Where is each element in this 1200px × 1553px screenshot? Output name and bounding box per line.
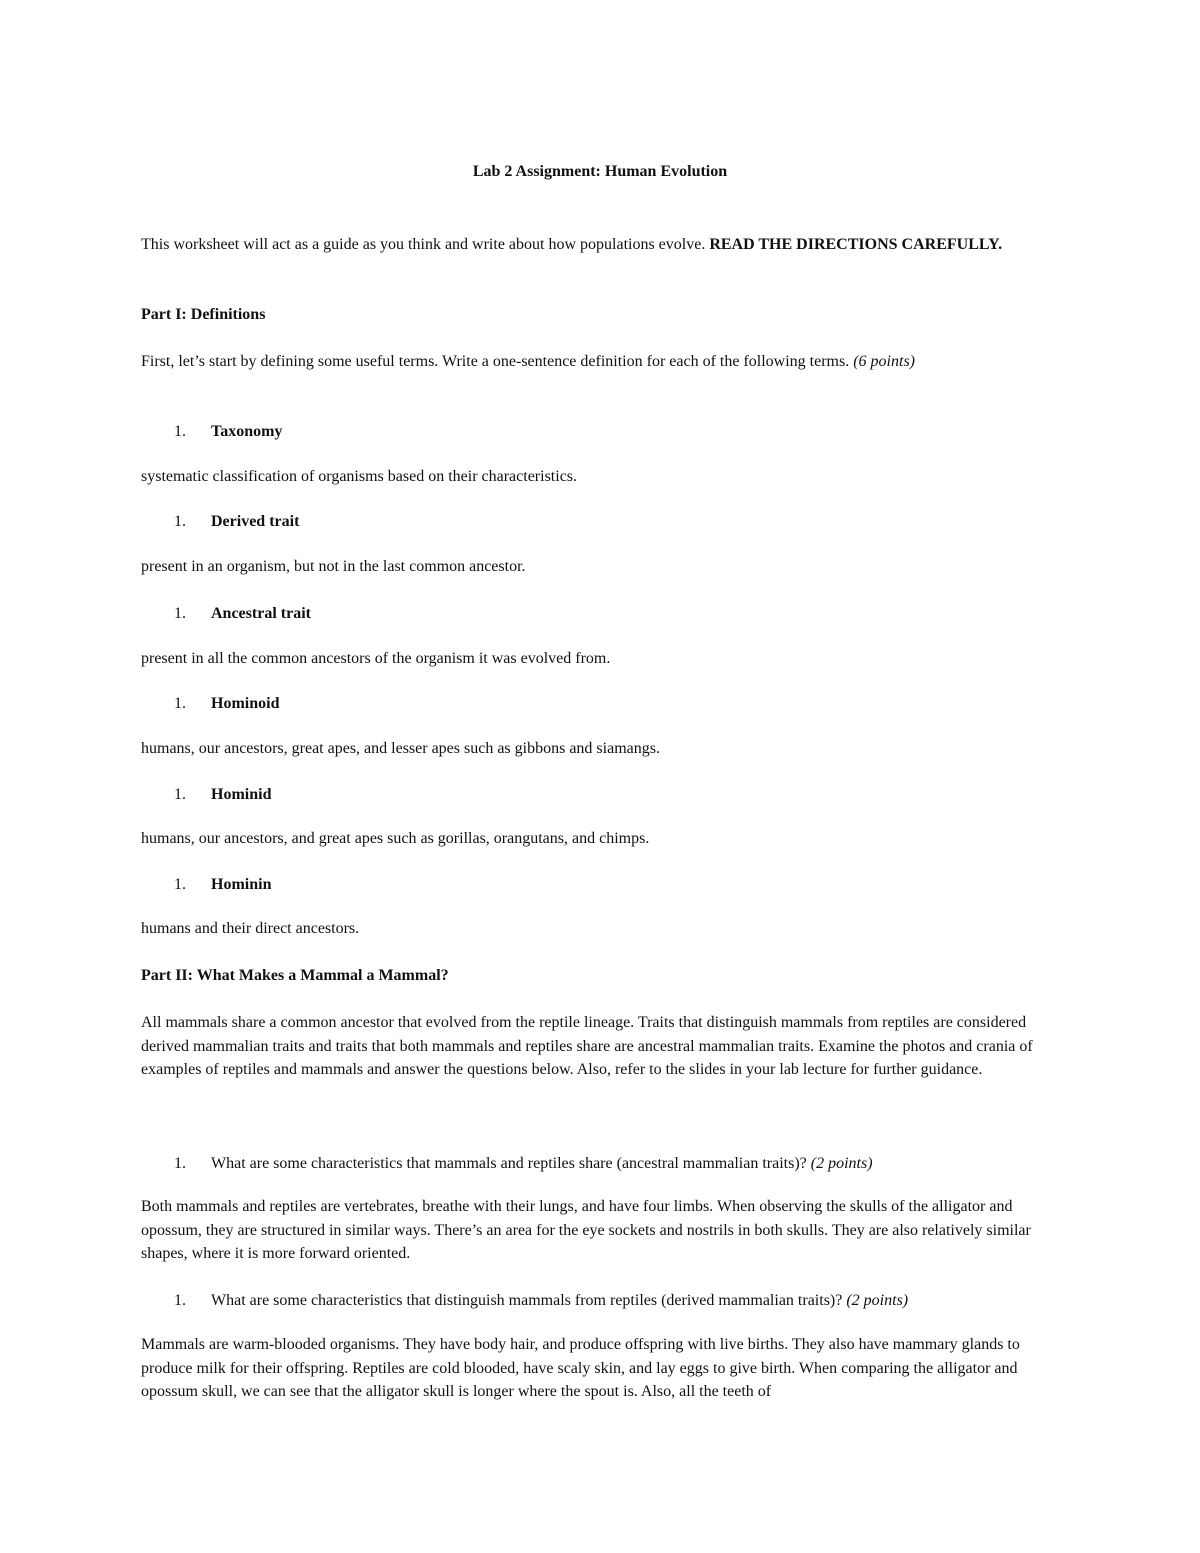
question-text xyxy=(211,1289,1066,1313)
term-number: 1. xyxy=(174,513,186,530)
term-definition: humans, our ancestors, and great apes such as gorillas, orangutans, and chimps. xyxy=(141,830,650,847)
term-number: 1. xyxy=(174,423,186,440)
term-label: Hominin xyxy=(211,876,272,893)
part1-points: (6 points) xyxy=(853,353,915,370)
intro-text: This worksheet will act as a guide as you think and write about how populations evolve. xyxy=(141,236,710,253)
answer-text: Both mammals and reptiles are vertebrates, breathe with their lungs, and have four limbs. When observing the skulls of the alligator and opossum, they are structured in similar ways. There’s an area for the eye sockets and nostrils in both skulls. They are also relatively similar shapes, where it is more forward oriented. xyxy=(141,1198,1031,1262)
term-definition: present in all the common ancestors of the organism it was evolved from. xyxy=(141,650,611,667)
term-definition: humans, our ancestors, great apes, and lesser apes such as gibbons and siamangs. xyxy=(141,740,660,757)
part1-instructions xyxy=(141,350,1066,374)
part2-heading: Part II: What Makes a Mammal a Mammal? xyxy=(141,967,449,984)
term-number: 1. xyxy=(174,786,186,803)
term-number: 1. xyxy=(174,695,186,712)
answer-text: Mammals are warm-blooded organisms. They have body hair, and produce offspring with live births. They also have mammary glands to produce milk for their offspring. Reptiles are cold blooded, have scaly skin, and lay eggs to give birth. When comparing the alligator and opossum skull, we can see that the alligator skull is longer where the spout is. Also, all the teeth of xyxy=(141,1336,1020,1400)
term-label: Taxonomy xyxy=(211,423,283,440)
document-title: Lab 2 Assignment: Human Evolution xyxy=(472,163,728,180)
question-text xyxy=(211,1152,1066,1176)
term-definition: systematic classification of organisms based on their characteristics. xyxy=(141,468,578,485)
term-label: Derived trait xyxy=(211,513,300,530)
question-label: What are some characteristics that mammals and reptiles share (ancestral mammalian traits)? xyxy=(211,1155,811,1172)
question-points: (2 points) xyxy=(846,1292,909,1309)
term-definition: humans and their direct ancestors. xyxy=(141,920,360,937)
part1-heading: Part I: Definitions xyxy=(141,306,266,323)
term-number: 1. xyxy=(174,876,186,893)
intro-paragraph xyxy=(141,233,1066,257)
term-label: Hominid xyxy=(211,786,272,803)
intro-emphasis: READ THE DIRECTIONS CAREFULLY. xyxy=(709,236,1003,253)
term-label: Hominoid xyxy=(211,695,280,712)
question-points: (2 points) xyxy=(810,1155,873,1172)
question-number: 1. xyxy=(174,1292,186,1309)
term-label: Ancestral trait xyxy=(211,605,311,622)
term-definition: present in an organism, but not in the last common ancestor. xyxy=(141,558,526,575)
question-label: What are some characteristics that distinguish mammals from reptiles (derived mammalian traits)? xyxy=(211,1292,847,1309)
part1-instructions-text: First, let’s start by defining some useful terms. Write a one-sentence definition for each of the following terms. xyxy=(141,353,854,370)
part2-intro: All mammals share a common ancestor that evolved from the reptile lineage. Traits that distinguish mammals from reptiles are considered derived mammalian traits and traits that both mammals and reptiles share are ancestral mammalian traits. Examine the photos and crania of examples of reptiles and mammals and answer the questions below. Also, refer to the slides in your lab lecture for further guidance. xyxy=(141,1014,1033,1078)
term-number: 1. xyxy=(174,605,186,622)
question-number: 1. xyxy=(174,1155,186,1172)
